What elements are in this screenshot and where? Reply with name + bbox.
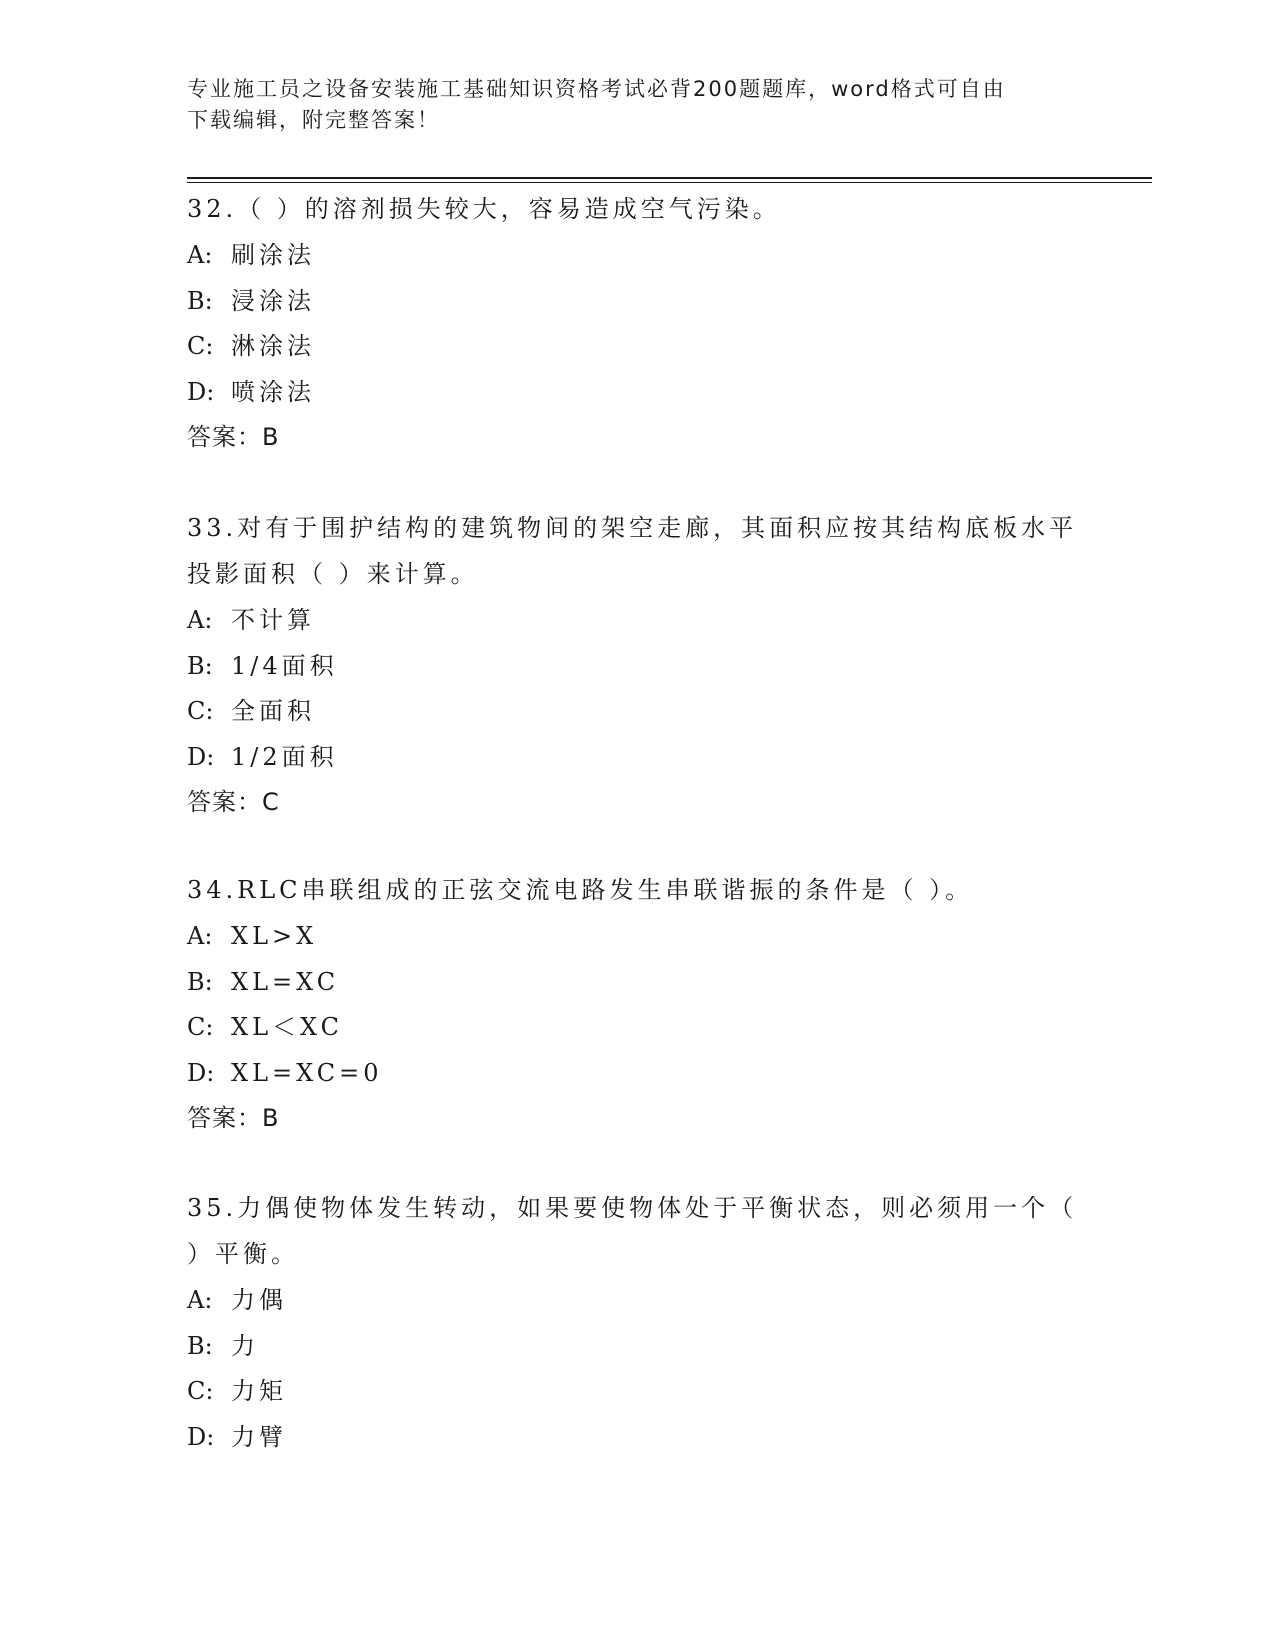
option-key: C: [187, 332, 214, 360]
header-line-1: 专业施工员之设备安装施工基础知识资格考试必背200题题库，word格式可自由 [187, 77, 1006, 101]
option-key: B: [187, 1331, 213, 1360]
question-35 [187, 1185, 1087, 1459]
option-key: C: [187, 1377, 214, 1405]
option-key: D: [187, 1422, 215, 1451]
option-key: C: [187, 697, 214, 725]
option-c [187, 323, 1087, 369]
option-text: 淋涂法 [231, 332, 315, 360]
question-stem: 34.RLC串联组成的正弦交流电路发生串联谐振的条件是（ ）。 [187, 876, 974, 904]
question-32 [187, 186, 1087, 460]
option-text: 刷涂法 [231, 241, 315, 269]
option-text: XL=XC [231, 967, 340, 996]
option-d [187, 369, 1087, 415]
question-stem: 35.力偶使物体发生转动，如果要使物体处于平衡状态，则必须用一个（ ）平衡。 [187, 1194, 1078, 1268]
option-b [187, 278, 1087, 324]
option-a [187, 913, 1087, 959]
option-text: 全面积 [231, 697, 315, 725]
option-b [187, 1323, 1087, 1369]
document-header [187, 74, 1087, 136]
option-text: XL=XC=0 [231, 1058, 383, 1087]
option-key: D: [187, 1058, 215, 1087]
option-text: 1/4面积 [231, 651, 338, 680]
option-text: 力 [231, 1331, 259, 1360]
answer: 答案：C [187, 788, 280, 816]
option-key: A: [187, 606, 213, 634]
option-key: B: [187, 651, 213, 680]
option-d [187, 734, 1087, 780]
option-key: B: [187, 967, 213, 996]
question-34 [187, 867, 1087, 1141]
option-text: 喷涂法 [231, 377, 315, 406]
option-key: A: [187, 922, 213, 950]
option-b [187, 643, 1087, 689]
option-key: A: [187, 1286, 213, 1314]
header-divider-thin [187, 182, 1152, 183]
header-line-2: 下载编辑，附完整答案！ [187, 108, 440, 132]
option-text: 力臂 [231, 1422, 287, 1451]
answer: 答案：B [187, 1104, 280, 1132]
option-d [187, 1414, 1087, 1460]
option-c [187, 688, 1087, 734]
option-text: XL＜XC [231, 1013, 344, 1041]
option-a [187, 1277, 1087, 1323]
option-c [187, 1004, 1087, 1050]
option-key: C: [187, 1013, 214, 1041]
header-divider-thick [187, 177, 1152, 179]
option-c [187, 1368, 1087, 1414]
option-text: 力矩 [231, 1377, 287, 1405]
option-key: D: [187, 377, 215, 406]
option-text: 不计算 [231, 606, 315, 634]
option-a [187, 232, 1087, 278]
option-d [187, 1050, 1087, 1096]
question-stem: 33.对有于围护结构的建筑物间的架空走廊，其面积应按其结构底板水平投影面积（ ）来计算。 [187, 514, 1078, 588]
question-stem: 32.（ ）的溶剂损失较大，容易造成空气污染。 [187, 195, 781, 223]
option-key: B: [187, 286, 213, 315]
option-text: 浸涂法 [231, 286, 315, 315]
option-text: 1/2面积 [231, 742, 338, 771]
option-a [187, 597, 1087, 643]
question-33 [187, 505, 1087, 825]
option-key: A: [187, 241, 213, 269]
answer: 答案：B [187, 423, 280, 451]
option-text: XL>X [231, 922, 318, 950]
option-b [187, 959, 1087, 1005]
option-key: D: [187, 742, 215, 771]
option-text: 力偶 [231, 1286, 287, 1314]
